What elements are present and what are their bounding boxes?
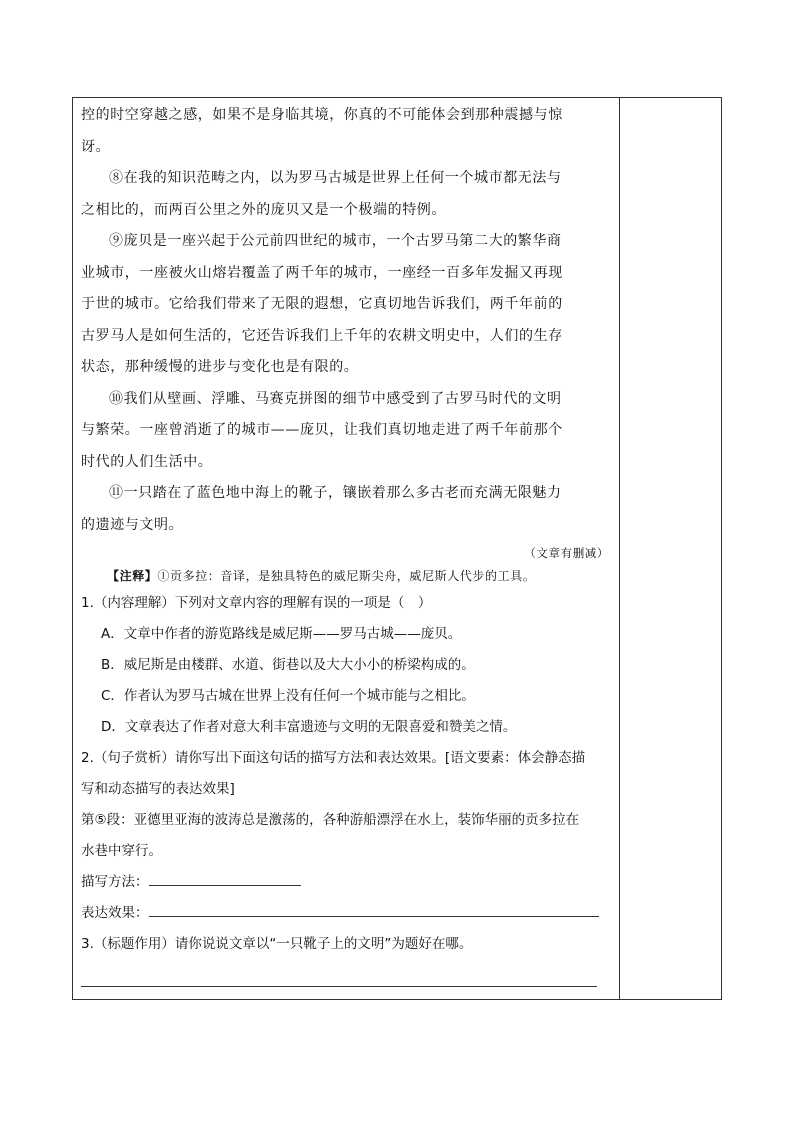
questions — [81, 588, 611, 987]
effect-answer-blank[interactable] — [149, 902, 599, 917]
question-3-stem: 3.（标题作用）请你说说文章以“一只靴子上的文明”为题好在哪。 — [81, 936, 473, 952]
passage-line: ⑧在我的知识范畴之内，以为罗马古城是世界上任何一个城市都无法与 — [109, 170, 562, 186]
main-cell — [81, 98, 611, 987]
question-2-stem: 写和动态描写的表达效果] — [81, 781, 235, 797]
question-3-answer-line[interactable] — [81, 964, 597, 987]
footnote-text: ①贡多拉：音译，是独具特色的威尼斯尖舟，威尼斯人代步的工具。 — [157, 569, 536, 583]
effect-answer-row — [81, 898, 611, 929]
question-1-option-b: B．威尼斯是由楼群、水道、街巷以及大大小小的桥梁构成的。 — [101, 657, 475, 673]
footnote — [81, 566, 611, 586]
passage-line: 控的时空穿越之感，如果不是身临其境，你真的不可能体会到那种震撼与惊 — [81, 107, 563, 123]
paragraph-8 — [81, 163, 611, 195]
question-2-stem: 2.（句子赏析）请你写出下面这句话的描写方法和表达效果。[语文要素：体会静态描 — [81, 750, 586, 766]
passage-line: 讶。 — [81, 138, 111, 155]
passage-line: ⑩我们从壁画、浮雕、马赛克拼图的细节中感受到了古罗马时代的文明 — [109, 390, 562, 407]
passage-line: 状态，那种缓慢的进步与变化也是有限的。 — [81, 359, 359, 375]
passage-line: 与繁荣。一座曾消逝了的城市——庞贝，让我们真切地走进了两千年前那个 — [81, 422, 563, 438]
passage-line: ⑨庞贝是一座兴起于公元前四世纪的城市，一个古罗马第二大的繁华商 — [109, 233, 562, 249]
passage-line: 之相比的，而两百公里之外的庞贝又是一个极端的特例。 — [81, 201, 446, 218]
passage-line: 业城市，一座被火山熔岩覆盖了两千年的城市，一座经一百多年发掘又再现 — [81, 264, 563, 281]
notes-column-divider — [619, 98, 620, 999]
reading-passage — [81, 98, 611, 586]
method-answer-blank[interactable] — [149, 871, 301, 886]
question-1-option-c: C．作者认为罗马古城在世界上没有任何一个城市能与之相比。 — [101, 688, 475, 704]
passage-line: 于世的城市。它给我们带来了无限的遐想，它真切地告诉我们，两千年前的 — [81, 296, 563, 312]
source-note: （文章有删减） — [524, 546, 609, 560]
question-1-stem: 1.（内容理解）下列对文章内容的理解有误的一项是（ ） — [81, 595, 432, 611]
method-label: 描写方法： — [81, 874, 149, 890]
passage-line: 古罗马人是如何生活的，它还告诉我们上千年的农耕文明史中，人们的生存 — [81, 327, 563, 344]
passage-line: 的遗迹与文明。 — [81, 516, 184, 533]
passage-line: ⑪一只踏在了蓝色地中海上的靴子，镶嵌着那么多古老而充满无限魅力 — [109, 485, 562, 501]
method-answer-row — [81, 867, 611, 898]
question-2-quote: 水巷中穿行。 — [81, 843, 162, 859]
question-1-option-d: D．文章表达了作者对意大利丰富遗迹与文明的无限喜爱和赞美之情。 — [101, 719, 517, 735]
question-2-quote: 第⑤段：亚德里亚海的波涛总是激荡的，各种游船漂浮在水上，装饰华丽的贡多拉在 — [81, 812, 580, 828]
worksheet-table — [72, 97, 722, 1000]
footnote-label: 【注释】 — [107, 569, 158, 583]
passage-line: 时代的人们生活中。 — [81, 453, 213, 470]
question-1-option-a: A．文章中作者的游览路线是威尼斯——罗马古城——庞贝。 — [101, 626, 462, 642]
effect-label: 表达效果： — [81, 905, 149, 921]
